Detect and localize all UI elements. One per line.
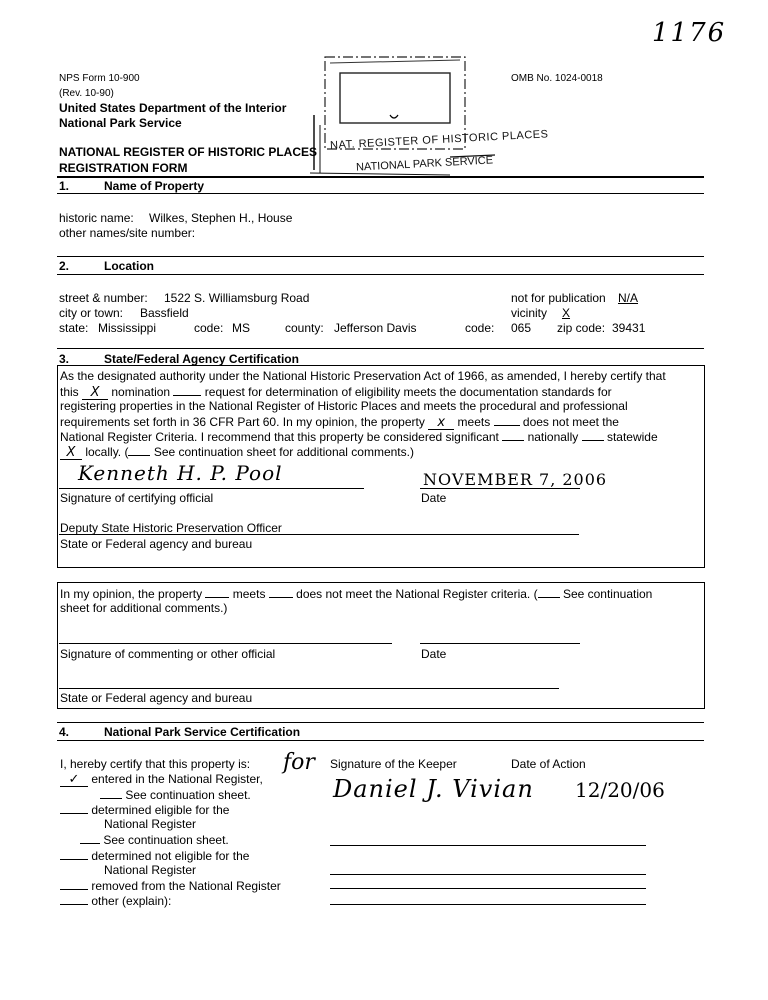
locally-checkbox[interactable]: X bbox=[60, 448, 82, 460]
historic-name-value: Wilkes, Stephen H., House bbox=[149, 211, 293, 225]
eligible-label-2: National Register bbox=[104, 817, 197, 831]
check-removed bbox=[60, 878, 281, 893]
cert-nationally: nationally bbox=[527, 430, 579, 444]
section3-number: 3. bbox=[59, 352, 70, 366]
section4-bottom-rule bbox=[57, 740, 704, 741]
section1-bottom-rule bbox=[57, 193, 704, 194]
date-rule bbox=[420, 488, 580, 489]
city-label: city or town: bbox=[59, 306, 124, 320]
removed-label: removed from the National Register bbox=[91, 879, 281, 893]
zip-label: zip code: bbox=[557, 321, 606, 335]
not-eligible-label-2: National Register bbox=[104, 863, 197, 877]
county-code-value: 065 bbox=[511, 321, 532, 335]
eligible-continuation-checkbox[interactable] bbox=[80, 832, 100, 844]
cert-continuation: See continuation sheet for additional comments.) bbox=[153, 445, 414, 459]
other-label: other (explain): bbox=[91, 894, 172, 908]
certifying-date-hand: NOVEMBER 7, 2006 bbox=[423, 470, 608, 489]
for-handwritten: for bbox=[283, 750, 315, 775]
removed-checkbox[interactable] bbox=[60, 878, 88, 890]
form-number: NPS Form 10-900 bbox=[59, 73, 140, 84]
nationally-checkbox[interactable] bbox=[502, 429, 524, 441]
section3-top-rule bbox=[57, 348, 704, 349]
cert-line-1: As the designated authority under the National Historic Preservation Act of 1966, as amended, I hereby certify that bbox=[60, 369, 666, 383]
section2-number: 2. bbox=[59, 259, 70, 273]
city-value: Bassfield bbox=[140, 306, 189, 320]
opinion-meets-checkbox[interactable] bbox=[205, 586, 229, 598]
nfp-label: not for publication bbox=[511, 291, 606, 305]
street-value: 1522 S. Williamsburg Road bbox=[164, 291, 310, 305]
entered-continuation-checkbox[interactable] bbox=[100, 787, 122, 799]
officer-title: Deputy State Historic Preservation Officer bbox=[60, 521, 282, 535]
check-other bbox=[60, 893, 171, 908]
form-subtitle: REGISTRATION FORM bbox=[59, 161, 188, 175]
check-eligible-continuation bbox=[80, 832, 229, 847]
nomination-checkbox[interactable]: X bbox=[82, 388, 108, 400]
section4-title: National Park Service Certification bbox=[104, 725, 301, 739]
street-label: street & number: bbox=[59, 291, 148, 305]
section1-top-rule bbox=[57, 176, 704, 178]
opinion-line-2: sheet for additional comments.) bbox=[60, 601, 228, 615]
commenting-date-rule bbox=[420, 643, 580, 644]
state-code-value: MS bbox=[232, 321, 250, 335]
eligible-label: determined eligible for the bbox=[91, 803, 230, 817]
eligible-checkbox[interactable] bbox=[60, 802, 88, 814]
date-of-action-value: 12/20/06 bbox=[575, 778, 665, 802]
signature-rule bbox=[59, 488, 364, 489]
keeper-signature: Daniel J. Vivian bbox=[333, 775, 534, 803]
cert-request: request for determination of eligibility meets the documentation standards for bbox=[204, 385, 612, 399]
cert-line-4 bbox=[60, 414, 619, 430]
state-code-label: code: bbox=[194, 321, 224, 335]
commenting-sig-rule bbox=[59, 643, 392, 644]
form-title: NATIONAL REGISTER OF HISTORIC PLACES bbox=[59, 145, 318, 159]
request-checkbox[interactable] bbox=[173, 384, 201, 396]
check-eligible bbox=[60, 802, 229, 817]
keeper-rule-3 bbox=[330, 888, 646, 889]
vicinity-label: vicinity bbox=[511, 306, 548, 320]
section2-bottom-rule bbox=[57, 274, 704, 275]
entered-checkbox[interactable]: ✓ bbox=[60, 775, 88, 787]
keeper-rule-2 bbox=[330, 874, 646, 875]
cert-nomination: nomination bbox=[111, 385, 171, 399]
check-entered bbox=[60, 772, 263, 787]
nps-intro: I, hereby certify that this property is: bbox=[60, 757, 251, 771]
meets-checkbox[interactable]: x bbox=[428, 418, 454, 430]
certifying-date-label: Date bbox=[421, 491, 447, 505]
opinion-line-1 bbox=[60, 586, 652, 601]
date-of-action-label: Date of Action bbox=[511, 757, 586, 771]
certifying-sig-label: Signature of certifying official bbox=[60, 491, 214, 505]
keeper-rule-1 bbox=[330, 845, 646, 846]
county-code-label: code: bbox=[465, 321, 495, 335]
statewide-checkbox[interactable] bbox=[582, 429, 604, 441]
department: United States Department of the Interior bbox=[59, 101, 287, 115]
opinion-see-continuation: See continuation bbox=[562, 587, 653, 601]
cert-line-5 bbox=[60, 429, 658, 444]
keeper-label: Signature of the Keeper bbox=[330, 757, 457, 771]
opinion-does-not-meet-checkbox[interactable] bbox=[269, 586, 293, 598]
cert-line-3: registering properties in the National Register of Historic Places and meets the procedural and professional bbox=[60, 399, 628, 413]
section4-top-rule bbox=[57, 722, 704, 723]
certifying-signature: Kenneth H. P. Pool bbox=[78, 461, 283, 485]
not-eligible-label: determined not eligible for the bbox=[91, 849, 250, 863]
opinion-does-not-meet: does not meet the National Register criteria. ( bbox=[296, 587, 538, 601]
service: National Park Service bbox=[59, 116, 182, 130]
stamp-text-register: NAT. REGISTER OF HISTORIC PLACES bbox=[329, 128, 549, 152]
opinion-continuation-checkbox[interactable] bbox=[538, 586, 560, 598]
other-checkbox[interactable] bbox=[60, 893, 88, 905]
section3-title: State/Federal Agency Certification bbox=[104, 352, 299, 366]
entered-label: entered in the National Register, bbox=[91, 772, 263, 786]
state-value: Mississippi bbox=[98, 321, 157, 335]
other-names-label: other names/site number: bbox=[59, 226, 196, 240]
cert-recommend: National Register Criteria. I recommend that this property be considered significant bbox=[60, 430, 499, 444]
officer-rule bbox=[59, 534, 579, 535]
eligible-continuation-label: See continuation sheet. bbox=[103, 833, 229, 847]
county-label: county: bbox=[285, 321, 324, 335]
handwritten-page-number: 1176 bbox=[652, 18, 727, 48]
commenting-agency-rule bbox=[59, 688, 559, 689]
continuation-checkbox[interactable] bbox=[128, 444, 150, 456]
nfp-value: N/A bbox=[618, 291, 639, 305]
stamp-text-service: NATIONAL PARK SERVICE bbox=[355, 154, 494, 174]
cert-meets: meets bbox=[457, 415, 491, 429]
agency-label: State or Federal agency and bureau bbox=[60, 537, 253, 551]
section4-number: 4. bbox=[59, 725, 70, 739]
not-eligible-checkbox[interactable] bbox=[60, 848, 88, 860]
cert-locally: locally. ( bbox=[85, 445, 129, 459]
cert-requirements: requirements set forth in 36 CFR Part 60. In my opinion, the property bbox=[60, 415, 425, 429]
cert-statewide: statewide bbox=[606, 430, 658, 444]
revision: (Rev. 10-90) bbox=[59, 88, 114, 99]
county-value: Jefferson Davis bbox=[334, 321, 417, 335]
section2-top-rule bbox=[57, 256, 704, 257]
entered-continuation-label: See continuation sheet. bbox=[125, 788, 251, 802]
cert-line-6 bbox=[60, 444, 414, 460]
commenting-agency-label: State or Federal agency and bureau bbox=[60, 691, 253, 705]
opinion-meets: meets bbox=[232, 587, 266, 601]
keeper-rule-4 bbox=[330, 904, 646, 905]
check-not-eligible bbox=[60, 848, 249, 863]
cert-line-2 bbox=[60, 384, 612, 400]
section2-title: Location bbox=[104, 259, 154, 273]
zip-value: 39431 bbox=[612, 321, 646, 335]
commenting-sig-label: Signature of commenting or other official bbox=[60, 647, 276, 661]
cert-does-not-meet: does not meet the bbox=[522, 415, 619, 429]
check-entered-continuation bbox=[100, 787, 251, 802]
commenting-date-label: Date bbox=[421, 647, 447, 661]
state-label: state: bbox=[59, 321, 89, 335]
cert-this: this bbox=[60, 385, 79, 399]
section1-number: 1. bbox=[59, 179, 70, 193]
vicinity-value: X bbox=[562, 306, 571, 320]
omb-number: OMB No. 1024-0018 bbox=[511, 73, 603, 84]
historic-name-label: historic name: bbox=[59, 211, 134, 225]
section1-title: Name of Property bbox=[104, 179, 205, 193]
opinion-property: In my opinion, the property bbox=[60, 587, 203, 601]
does-not-meet-checkbox[interactable] bbox=[494, 414, 520, 426]
